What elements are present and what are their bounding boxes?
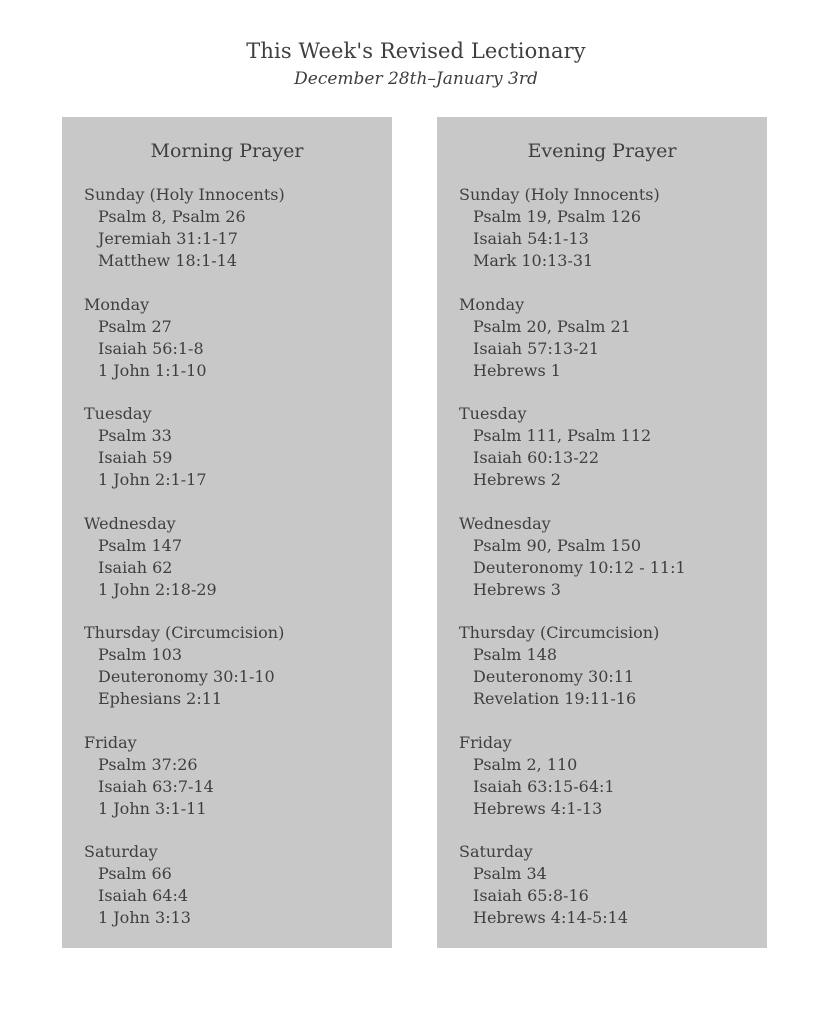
morning-prayer-column — [62, 117, 392, 948]
day-name: Saturday — [459, 842, 533, 861]
reading-item: Hebrews 4:1-13 — [473, 798, 603, 818]
day-group — [84, 513, 392, 601]
reading-item: Hebrews 1 — [473, 360, 561, 380]
reading-item: Psalm 66 — [98, 864, 172, 883]
reading-item: Isaiah 57:13-21 — [473, 338, 599, 358]
day-group — [459, 732, 767, 820]
day-name: Thursday (Circumcision) — [459, 623, 660, 642]
day-name: Wednesday — [459, 513, 551, 533]
reading-item: Psalm 148 — [473, 645, 557, 664]
day-group — [84, 732, 392, 820]
evening-days-list — [459, 184, 767, 929]
reading-item: Psalm 2, 110 — [473, 754, 578, 774]
reading-item: 1 John 2:18-29 — [98, 579, 217, 599]
morning-days-list — [84, 184, 392, 929]
reading-item: Jeremiah 31:1-17 — [98, 229, 238, 248]
day-name: Friday — [459, 732, 512, 752]
reading-item: 1 John 1:1-10 — [98, 360, 207, 380]
day-name: Sunday (Holy Innocents) — [459, 185, 660, 204]
reading-item: 1 John 3:13 — [98, 908, 191, 927]
day-name: Thursday (Circumcision) — [84, 623, 285, 642]
reading-item: Deuteronomy 10:12 - 11:1 — [473, 557, 686, 577]
reading-item: Psalm 20, Psalm 21 — [473, 316, 631, 336]
day-group — [459, 403, 767, 491]
reading-item: Psalm 37:26 — [98, 754, 198, 774]
reading-item: Hebrews 4:14-5:14 — [473, 908, 629, 927]
day-group — [84, 294, 392, 382]
day-name: Tuesday — [84, 404, 152, 423]
reading-item: Psalm 27 — [98, 316, 172, 336]
reading-item: Psalm 147 — [98, 535, 182, 555]
reading-item: 1 John 3:1-11 — [98, 798, 207, 818]
reading-item: Psalm 34 — [473, 864, 547, 883]
reading-item: Deuteronomy 30:1-10 — [98, 667, 275, 686]
day-group — [84, 622, 392, 710]
reading-item: Isaiah 62 — [98, 557, 173, 577]
day-group — [459, 622, 767, 710]
day-name: Sunday (Holy Innocents) — [84, 185, 285, 204]
day-group — [84, 403, 392, 491]
reading-item: Isaiah 63:15-64:1 — [473, 776, 615, 796]
day-name: Friday — [84, 732, 137, 752]
reading-item: Isaiah 56:1-8 — [98, 338, 204, 358]
reading-item: Isaiah 63:7-14 — [98, 776, 214, 796]
reading-item: Hebrews 2 — [473, 470, 561, 489]
reading-item: Psalm 111, Psalm 112 — [473, 426, 652, 445]
evening-prayer-title: Evening Prayer — [527, 140, 677, 162]
reading-item: Isaiah 65:8-16 — [473, 886, 589, 905]
day-name: Monday — [459, 294, 525, 314]
day-name: Monday — [84, 294, 150, 314]
reading-item: Isaiah 54:1-13 — [473, 229, 589, 248]
reading-item: Hebrews 3 — [473, 579, 561, 599]
day-group — [84, 841, 392, 929]
reading-item: Isaiah 60:13-22 — [473, 448, 599, 467]
reading-item: Revelation 19:11-16 — [473, 689, 637, 708]
day-name: Saturday — [84, 842, 158, 861]
day-group — [84, 184, 392, 272]
reading-item: Isaiah 59 — [98, 448, 173, 467]
reading-item: Psalm 33 — [98, 426, 172, 445]
page-title: This Week's Revised Lectionary — [246, 39, 586, 63]
day-name: Wednesday — [84, 513, 176, 533]
day-group — [459, 184, 767, 272]
morning-prayer-title: Morning Prayer — [150, 140, 304, 162]
reading-item: Matthew 18:1-14 — [98, 251, 238, 270]
reading-item: Psalm 103 — [98, 645, 182, 664]
reading-item: Mark 10:13-31 — [473, 251, 594, 270]
date-range: December 28th–January 3rd — [294, 69, 538, 89]
evening-prayer-column — [437, 117, 767, 948]
day-name: Tuesday — [459, 404, 527, 423]
day-group — [459, 841, 767, 929]
reading-item: Psalm 90, Psalm 150 — [473, 535, 641, 555]
page-header — [0, 36, 832, 92]
reading-item: 1 John 2:1-17 — [98, 470, 207, 489]
reading-item: Psalm 19, Psalm 126 — [473, 207, 641, 226]
reading-item: Deuteronomy 30:11 — [473, 667, 635, 686]
day-group — [459, 513, 767, 601]
day-group — [459, 294, 767, 382]
reading-item: Psalm 8, Psalm 26 — [98, 207, 246, 226]
reading-item: Isaiah 64:4 — [98, 886, 189, 905]
reading-item: Ephesians 2:11 — [98, 689, 223, 708]
